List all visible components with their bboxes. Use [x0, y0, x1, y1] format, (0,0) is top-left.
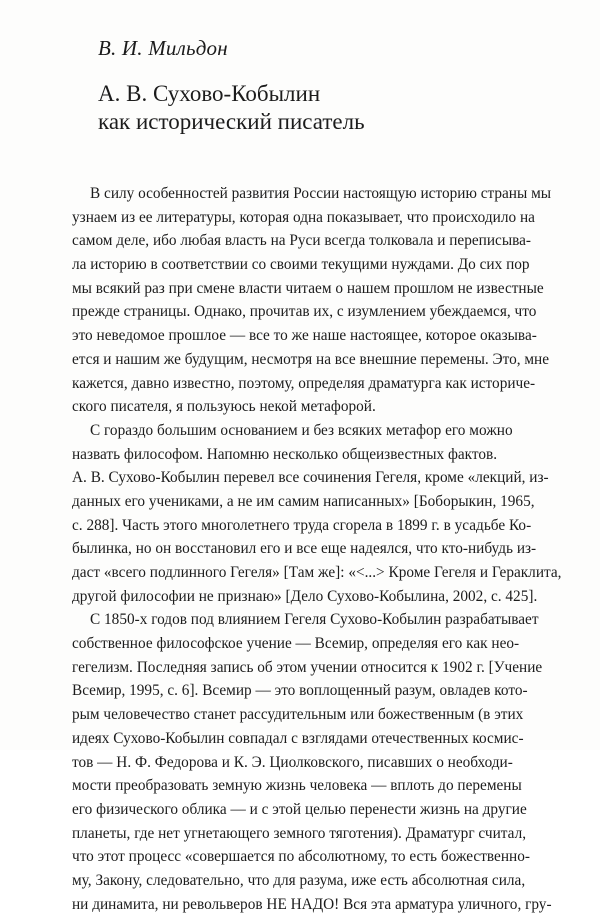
chapter-title-line-1: А. В. Сухово-Кобылин [98, 81, 321, 106]
text-line: что этот процесс «совершается по абсолютному, то есть божественно- [72, 848, 530, 866]
text-line: узнаем из ее литературы, которая одна показывает, что происходило на [72, 208, 535, 226]
text-line: ни динамита, ни револьверов НЕ НАДО! Вся эта арматура уличного, гру- [72, 895, 552, 913]
chapter-title [98, 80, 518, 136]
text-line: му, Закону, следовательно, что для разума, иже есть абсолютная сила, [72, 871, 526, 889]
text-line: собственное философское учение — Всемир, определяя его как нео- [72, 635, 520, 653]
text-line: идеях Сухово-Кобылин совпадал с взглядами отечественных космис- [72, 729, 524, 747]
paragraph-1 [72, 182, 552, 419]
text-line: данных его учениками, а не им самим написанных» [Боборыкин, 1965, [72, 492, 535, 510]
paragraph-2 [72, 419, 562, 609]
text-line: ется и нашим же будущим, несмотря на все внешние перемены. Это, мне [72, 350, 550, 368]
text-line: ла историю в соответствии со своими текущими нуждами. До сих пор [72, 256, 530, 274]
text-line: ского писателя, я пользуюсь некой метафорой. [72, 398, 376, 416]
text-line: Всемир, 1995, с. 6]. Всемир — это воплощенный разум, овладев кото- [72, 682, 528, 700]
text-line: гегелизм. Последняя запись об этом учении относится к 1902 г. [Учение [72, 658, 543, 676]
text-line: С гораздо большим основанием и без всяких метафор его можно [90, 421, 513, 439]
text-line: мости преобразовать земную жизнь человека — вплоть до перемены [72, 777, 522, 795]
text-line: мы всякий раз при смене власти читаем о нашем прошлом не известные [72, 279, 544, 297]
text-line: рым человечество станет рассудительным или божественным (в этих [72, 706, 524, 724]
text-line: даст «всего подлинного Гегеля» [Там же]: «<...> Кроме Гегеля и Гераклита, [72, 564, 562, 581]
author-name: В. И. Мильдон [98, 36, 228, 60]
text-line: это неведомое прошлое — все то же наше настоящее, которое оказыва- [72, 327, 537, 345]
text-line: другой философии не признаю» [Дело Сухово-Кобылина, 2002, с. 425]. [72, 587, 538, 605]
text-line: с. 288]. Часть этого многолетнего труда сгорела в 1899 г. в усадьбе Ко- [72, 516, 532, 534]
text-line: былинка, но он восстановил его и все еще надеялся, что кто-нибудь из- [72, 540, 537, 558]
text-line: самом деле, ибо любая власть на Руси всегда толковала и переписыва- [72, 232, 531, 250]
text-line: В силу особенностей развития России настоящую историю страны мы [90, 185, 552, 202]
text-line: прежде страницы. Однако, прочитав их, с изумлением убеждаемся, что [72, 303, 537, 321]
body-text [72, 182, 562, 916]
text-line: назвать философом. Напомню несколько общеизвестных фактов. [72, 445, 498, 463]
text-line: кажется, давно известно, поэтому, определяя драматурга как историче- [72, 374, 536, 392]
text-line: тов — Н. Ф. Федорова и К. Э. Циолковского, писавших о необходи- [72, 753, 513, 771]
text-line: его физического облика — и с этой целью перенести жизнь на другие [72, 800, 527, 818]
text-line: С 1850-х годов под влиянием Гегеля Сухово-Кобылин разрабатывает [90, 611, 539, 629]
chapter-title-line-2: как исторический писатель [98, 109, 365, 134]
text-line: А. В. Сухово-Кобылин перевел все сочинения Гегеля, кроме «лекций, из- [72, 469, 549, 487]
paragraph-3 [72, 608, 552, 916]
text-line: планеты, где нет угнетающего земного тяготения). Драматург считал, [72, 824, 527, 842]
